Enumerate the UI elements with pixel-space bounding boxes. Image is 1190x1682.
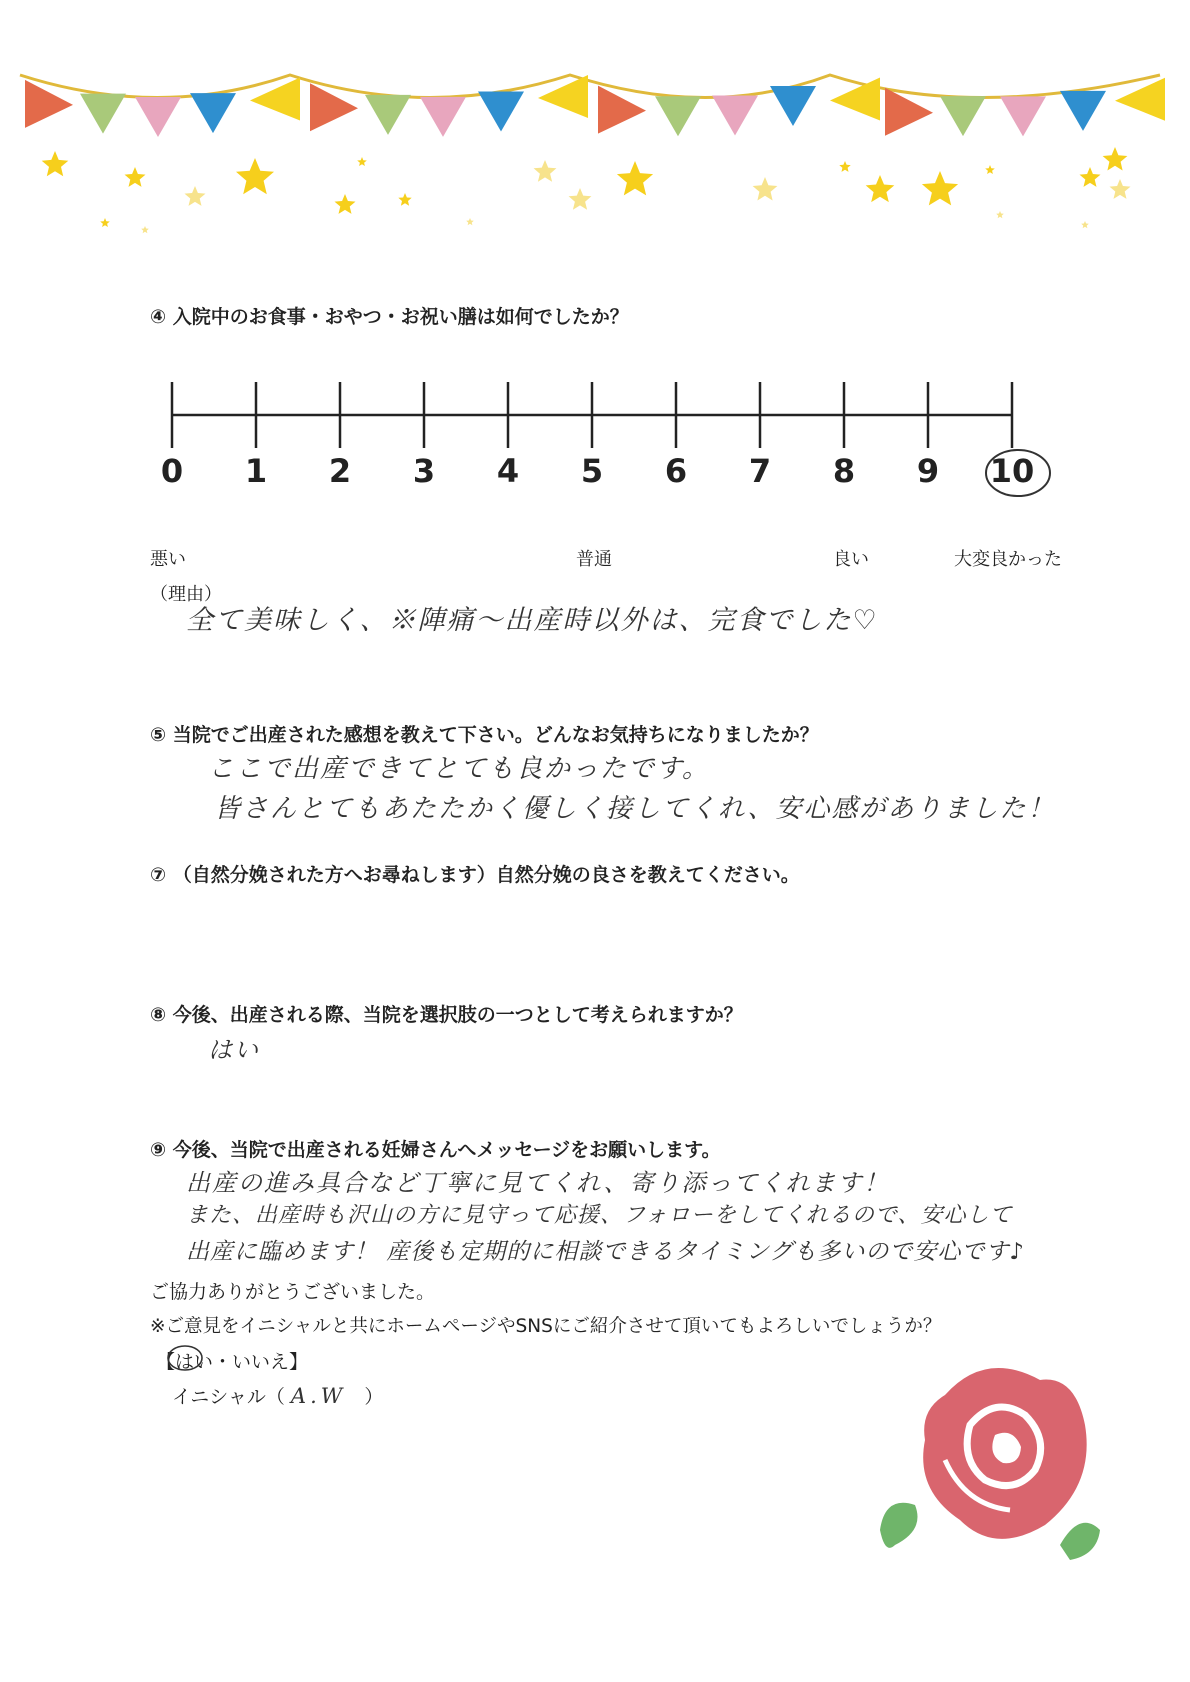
scale-number-6: 6: [664, 452, 688, 490]
scale-label-normal: 普通: [576, 549, 612, 570]
q9-answer-line-3: 出産に臨めます！ 産後も定期的に相談できるタイミングも多いので安心です♪: [186, 1239, 1026, 1265]
question-5: ⑤ 当院でご出産された感想を教えて下さい。どんなお気持ちになりましたか？: [150, 724, 819, 746]
bunting-flag: [712, 95, 758, 135]
star-icon: [125, 167, 146, 187]
scale-number-9: 9: [916, 452, 940, 490]
star-icon: [534, 160, 557, 182]
scale-label-very-good: 大変良かった: [954, 549, 1062, 570]
star-icon: [335, 194, 356, 214]
star-icon: [42, 151, 69, 176]
q8-answer: はい: [208, 1036, 260, 1064]
star-icon: [922, 171, 958, 205]
reason-label: （理由）: [150, 584, 222, 605]
star-icon: [839, 161, 850, 172]
star-icon: [1110, 179, 1131, 199]
bunting-flag: [1000, 96, 1046, 136]
consent-options: [156, 1347, 308, 1374]
bunting-flag: [190, 93, 236, 133]
consent-question: ※ご意見をイニシャルと共にホームページやSNSにご紹介させて頂いてもよろしいでしょうか？: [150, 1316, 942, 1337]
star-icon: [466, 218, 474, 225]
thanks-text: ご協力ありがとうございました。: [150, 1281, 436, 1303]
star-icon: [357, 157, 367, 166]
question-4: ④ 入院中のお食事・おやつ・お祝い膳は如何でしたか？: [150, 306, 629, 328]
star-icon: [1081, 221, 1089, 228]
scale-number-8: 8: [832, 452, 856, 490]
bunting-flag: [365, 95, 411, 135]
star-icon: [996, 211, 1004, 218]
star-icon: [985, 165, 995, 174]
consent-yes-circle: [166, 1343, 204, 1373]
scale-number-5: 5: [580, 452, 604, 490]
star-icon: [753, 177, 778, 201]
star-icon: [617, 161, 653, 195]
initials-row: [172, 1382, 383, 1409]
star-icon: [185, 186, 206, 206]
star-icon: [100, 218, 110, 227]
q5-answer-line-2: 皆さんとてもあたたかく優しく接してくれ、安心感がありました！: [214, 794, 1056, 824]
bunting-banner: [0, 50, 1190, 250]
question-9: ⑨ 今後、当院で出産される妊婦さんへメッセージをお願いします。: [150, 1139, 721, 1161]
question-7: ⑦ （自然分娩された方へお尋ねします）自然分娩の良さを教えてください。: [150, 864, 800, 886]
initials-close: ）: [364, 1386, 384, 1408]
star-icon: [866, 175, 895, 202]
q9-answer-line-1: 出産の進み具合など丁寧に見てくれ、寄り添ってくれます！: [186, 1169, 890, 1197]
scale-label-bad: 悪い: [150, 549, 186, 570]
bunting-flag: [478, 92, 524, 132]
scale-number-0: 0: [160, 452, 184, 490]
selected-rating-circle: [982, 446, 1054, 500]
bunting-flag: [135, 97, 181, 137]
bunting-flag: [830, 77, 880, 120]
q5-answer-line-1: ここで出産できてとても良かったです。: [208, 754, 710, 784]
initials-label: イニシャル（: [172, 1386, 285, 1408]
star-icon: [398, 193, 411, 206]
bunting-flag: [1060, 91, 1106, 131]
question-8: ⑧ 今後、出産される際、当院を選択肢の一つとして考えられますか？: [150, 1004, 743, 1026]
star-icon: [569, 188, 592, 210]
bunting-flag: [80, 94, 126, 134]
consent-options-text: 【はい・いいえ】: [156, 1351, 309, 1373]
q9-answer-line-2: また、出産時も沢山の方に見守って応援、フォローをしてくれるので、安心して: [186, 1203, 1013, 1228]
rating-scale: [150, 370, 1050, 450]
initials-value: A.W: [290, 1384, 347, 1408]
star-icon: [1080, 167, 1101, 187]
star-icon: [141, 226, 149, 233]
scale-number-7: 7: [748, 452, 772, 490]
scale-number-10: 10: [989, 452, 1035, 490]
scale-label-good: 良い: [833, 549, 869, 570]
bunting-flag: [420, 97, 466, 137]
reason-answer: 全て美味しく、※陣痛～出産時以外は、完食でした♡: [186, 605, 879, 636]
scale-number-3: 3: [412, 452, 436, 490]
star-icon: [236, 158, 274, 194]
scale-number-1: 1: [244, 452, 268, 490]
rose-illustration: [875, 1355, 1105, 1565]
scale-number-2: 2: [328, 452, 352, 490]
scale-number-4: 4: [496, 452, 520, 490]
bunting-flag: [655, 96, 701, 136]
star-icon: [1103, 147, 1128, 171]
bunting-flag: [770, 86, 816, 126]
bunting-flag: [940, 96, 986, 136]
